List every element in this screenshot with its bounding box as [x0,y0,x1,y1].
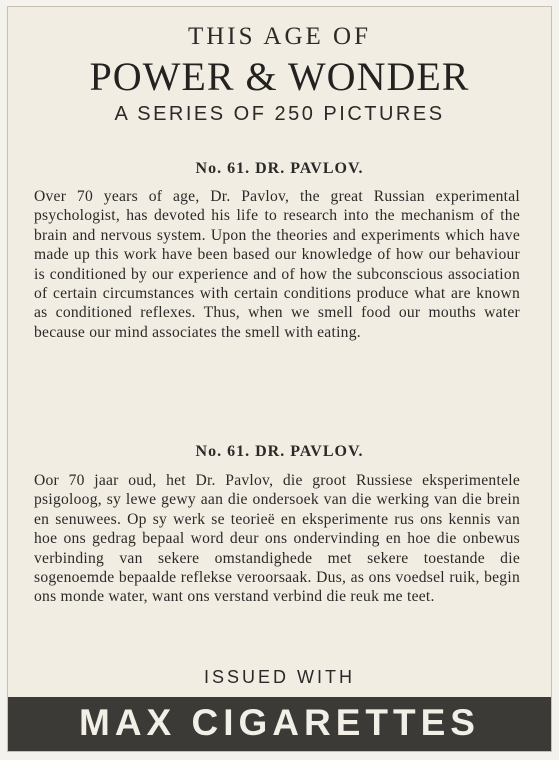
series-title: POWER & WONDER [89,54,470,99]
series-subtitle: A SERIES OF 250 PICTURES [114,103,445,125]
issued-with-label: ISSUED WITH [203,667,355,687]
brand-name: MAX CIGARETTES [79,702,480,743]
brand-banner [8,697,551,752]
afrikaans-card-title: No. 61. DR. PAVLOV. [195,443,364,460]
english-description: Over 70 years of age, Dr. Pavlov, the great Russian experimental psychologist, has devoted his life to research into the mechanism of the brain and nervous system. Upon the theories and experiments which have made up this work have been based our knowledge of how our behaviour is conditioned by our experience and of how the subconscious association of certain circumstances with certain conditions produce what are known as conditioned reflexes. Thus, when we smell food our mouths water because our mind associates the smell with eating. [34,188,520,341]
series-heading-line1: THIS AGE OF [187,23,371,50]
english-card-title: No. 61. DR. PAVLOV. [195,160,364,177]
afrikaans-description: Oor 70 jaar oud, het Dr. Pavlov, die groot Russiese eksperimentele psigoloog, sy lewe gewy aan die ondersoek van die werking van die brein en senuwees. Op sy werk se teorieë en eksperimente rus ons kennis van hoe ons gedrag bepaal word deur ons ondervinding en hoe die onbewus verbinding van sekere omstandighede met sekere toestande die sogenoemde bepaalde reflekse veroorsaak. Dus, as ons voedsel ruik, begin ons monde water, want ons verstand verbind die reuk me teet. [34,472,520,606]
cigarette-card [7,6,552,752]
